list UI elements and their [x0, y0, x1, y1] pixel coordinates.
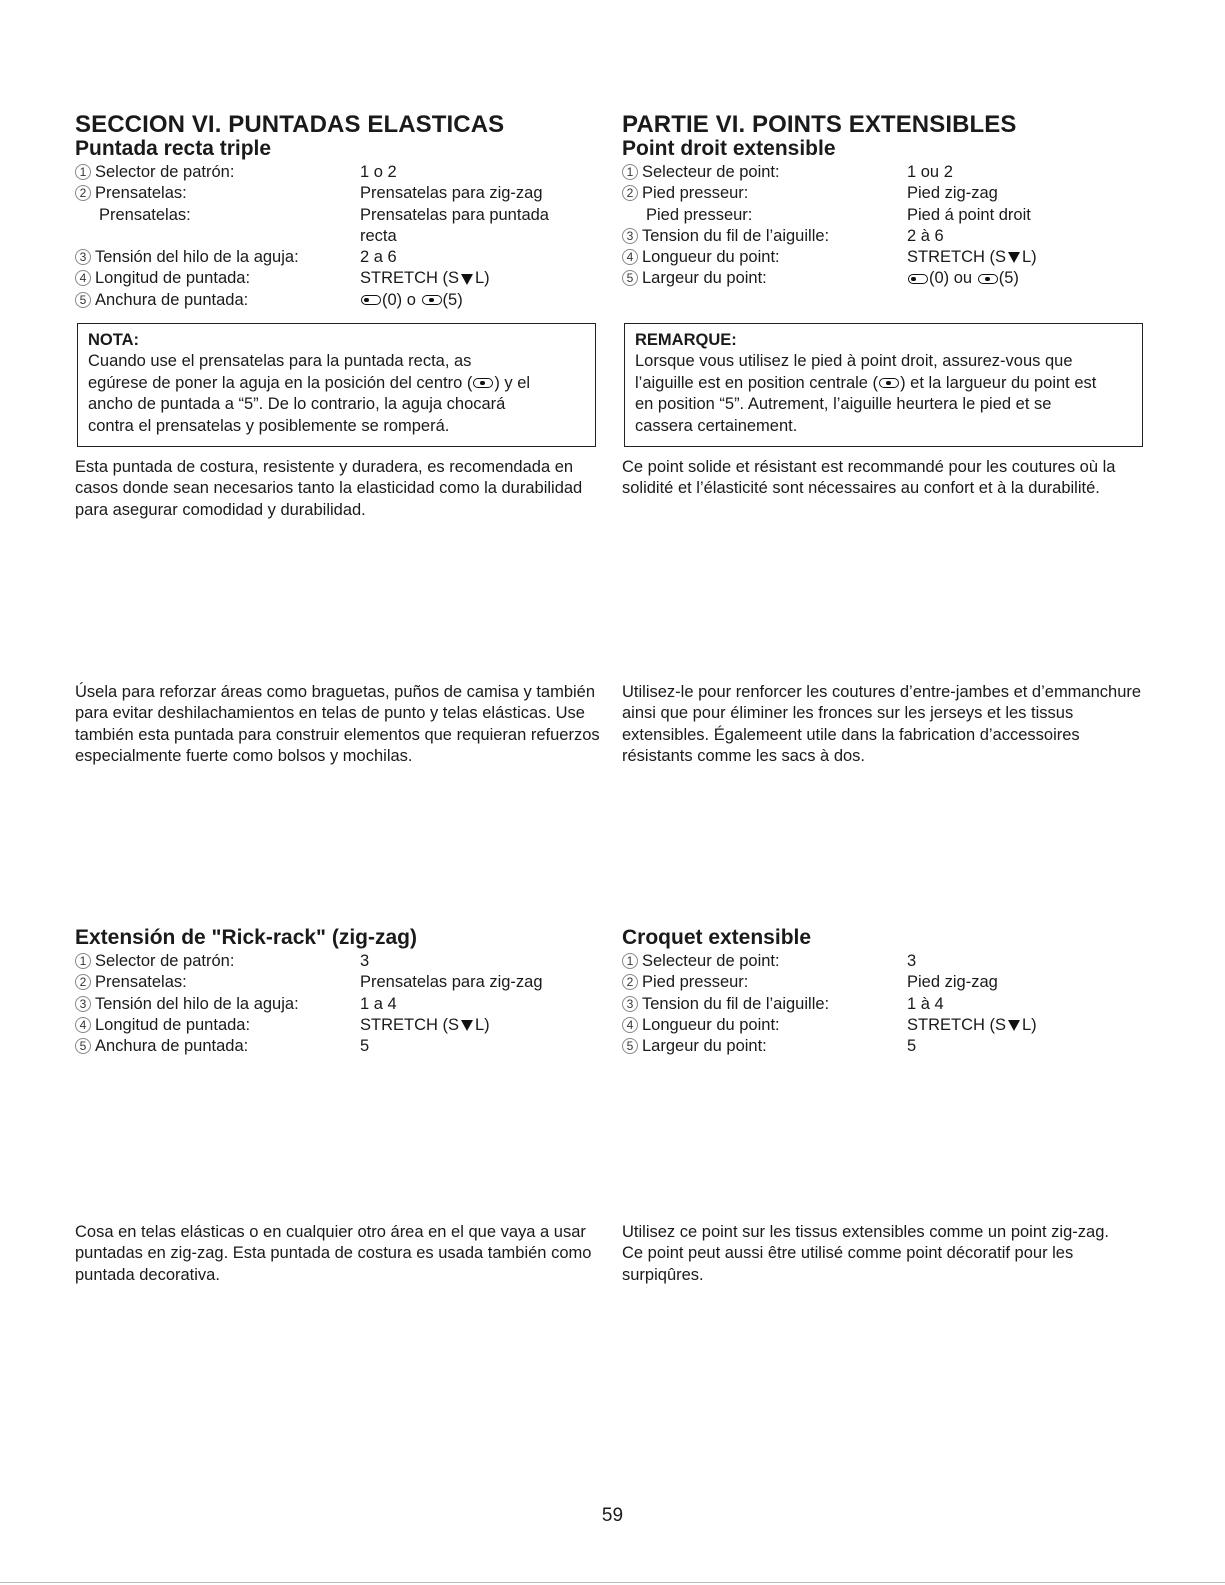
setting-row	[622, 183, 1142, 204]
setting-row	[75, 1015, 595, 1036]
setting-row	[75, 226, 595, 247]
needle-center-position-icon	[879, 378, 899, 388]
needle-left-position-icon	[361, 295, 381, 305]
paragraph-fr-uses: Utilisez-le pour renforcer les coutures d’entre-jambes et d’emmanchure ainsi que pour éliminer les fronces sur les jerseys et les tissus extensibles. Égalemeent utile dans la fabrication d’accessoires résistants comme les sacs à dos.	[622, 683, 1142, 766]
setting-row	[75, 951, 595, 972]
setting-value: 5	[907, 1037, 917, 1056]
setting-label: Longueur du point:	[642, 1015, 780, 1034]
setting-row	[75, 183, 595, 204]
subsection-title-fr-croquet: Croquet extensible	[622, 926, 812, 949]
setting-row	[622, 1036, 1142, 1057]
setting-value: Prensatelas para zig-zag	[360, 184, 543, 203]
note-line: Cuando use el prensatelas para la puntada recta, as	[88, 352, 472, 371]
setting-value	[907, 268, 1019, 289]
note-line: ancho de puntada a “5”. De lo contrario, la aguja chocará	[88, 395, 506, 414]
stretch-triangle-icon	[461, 274, 473, 285]
subsection-title-fr-straight: Point droit extensible	[622, 137, 836, 160]
setting-row	[75, 290, 595, 311]
width-value-b: (5)	[442, 290, 463, 309]
note-line: cassera certainement.	[635, 416, 798, 435]
note-title: NOTA:	[88, 331, 140, 349]
setting-label: Selecteur de point:	[642, 163, 780, 181]
setting-label: Tensión del hilo de la aguja:	[95, 248, 299, 267]
stretch-triangle-icon	[1008, 252, 1020, 263]
setting-value: Prensatelas para puntada	[360, 205, 549, 224]
setting-value: Pied zig-zag	[907, 973, 998, 992]
settings-list-fr-straight	[622, 162, 1142, 290]
setting-label: Anchura de puntada:	[95, 1037, 249, 1056]
circled-number: 5	[75, 1038, 91, 1054]
setting-value: 3	[360, 952, 370, 970]
setting-row	[622, 951, 1142, 972]
subsection-title-es-triple: Puntada recta triple	[75, 137, 272, 160]
circled-number: 3	[75, 996, 91, 1012]
setting-label: Pied presseur:	[642, 973, 749, 992]
circled-number: 4	[75, 1017, 91, 1033]
setting-label: Selecteur de point:	[642, 952, 780, 970]
setting-row	[75, 268, 595, 289]
setting-value: 3	[907, 952, 917, 970]
settings-list-es-rickrack	[75, 951, 595, 1057]
circled-number: 2	[622, 185, 638, 201]
setting-label: Prensatelas:	[95, 184, 187, 203]
setting-value: 1 à 4	[907, 994, 944, 1013]
note-line: contra el prensatelas y posiblemente se romperá.	[88, 416, 450, 435]
circled-number: 2	[75, 974, 91, 990]
circled-number: 5	[622, 270, 638, 286]
section-title-fr: PARTIE VI. POINTS EXTENSIBLES	[622, 111, 1017, 138]
stretch-triangle-icon	[461, 1020, 473, 1031]
circled-number: 3	[622, 228, 638, 244]
circled-number: 1	[622, 164, 638, 180]
setting-row	[622, 1015, 1142, 1036]
setting-row	[622, 205, 1142, 226]
circled-number: 2	[75, 185, 91, 201]
setting-value: Pied á point droit	[907, 205, 1031, 224]
setting-value: 2 à 6	[907, 226, 944, 245]
setting-label: Tension du fil de l’aiguille:	[642, 226, 830, 245]
setting-value: 1 o 2	[360, 163, 397, 181]
setting-value: 2 a 6	[360, 248, 397, 267]
subsection-title-es-rickrack: Extensión de "Rick-rack" (zig-zag)	[75, 926, 417, 949]
stretch-suffix: L)	[1022, 1015, 1037, 1034]
setting-label: Largeur du point:	[642, 1037, 767, 1056]
setting-value: 1 ou 2	[907, 163, 953, 181]
setting-label: Anchura de puntada:	[95, 290, 249, 309]
setting-row	[622, 226, 1142, 247]
note-line: en position “5”. Autrement, l’aiguille heurtera le pied et se	[635, 395, 1052, 414]
circled-number: 4	[622, 1017, 638, 1033]
setting-row	[75, 994, 595, 1015]
setting-row	[75, 247, 595, 268]
circled-number: 1	[75, 164, 91, 180]
setting-value	[907, 1015, 1037, 1036]
section-title-es: SECCION VI. PUNTADAS ELASTICAS	[75, 111, 505, 138]
setting-label: Pied presseur:	[642, 184, 749, 203]
setting-label: Tensión del hilo de la aguja:	[95, 994, 299, 1013]
setting-row	[75, 162, 595, 183]
circled-number: 3	[622, 996, 638, 1012]
settings-list-es-triple	[75, 162, 595, 311]
setting-value: 5	[360, 1037, 370, 1056]
note-box-fr	[624, 323, 1143, 447]
page-number: 59	[601, 1505, 624, 1526]
stretch-prefix: STRETCH (S	[360, 1015, 459, 1034]
setting-row	[622, 162, 1142, 183]
setting-value	[360, 1015, 490, 1036]
setting-row	[75, 972, 595, 993]
circled-number: 2	[622, 974, 638, 990]
note-box-es	[77, 323, 596, 447]
circled-number: 4	[622, 249, 638, 265]
circled-number: 5	[622, 1038, 638, 1054]
setting-label: Pied presseur:	[646, 205, 753, 224]
note-line: l’aiguille est en position centrale ( ) et la largueur du point est	[635, 373, 1097, 392]
needle-center-position-icon	[473, 378, 493, 388]
setting-label: Longueur du point:	[642, 248, 780, 267]
setting-value	[907, 247, 1037, 268]
needle-left-position-icon	[908, 274, 928, 284]
stretch-suffix: L)	[475, 269, 490, 288]
stretch-prefix: STRETCH (S	[907, 1015, 1006, 1034]
setting-row	[75, 205, 595, 226]
stretch-suffix: L)	[475, 1015, 490, 1034]
paragraph-es-rickrack: Cosa en telas elásticas o en cualquier otro área en el que vaya a usar puntadas en zig-zag. Esta puntada de costura es usada también como puntada decorativa.	[75, 1223, 592, 1284]
stretch-prefix: STRETCH (S	[907, 248, 1006, 267]
setting-value	[360, 290, 463, 311]
paragraph-es-intro: Esta puntada de costura, resistente y duradera, es recomendada en casos donde sean necesarios tanto la elasticidad como la durabilidad para asegurar comodidad y durabilidad.	[75, 458, 583, 519]
setting-value: recta	[360, 226, 397, 245]
paragraph-fr-croquet: Utilisez ce point sur les tissus extensibles comme un point zig-zag. Ce point peut aussi être utilisé comme point décoratif pour les surpiqûres.	[622, 1223, 1109, 1284]
setting-label: Selector de patrón:	[95, 952, 235, 970]
stretch-suffix: L)	[1022, 248, 1037, 267]
circled-number: 4	[75, 270, 91, 286]
note-title: REMARQUE:	[635, 331, 737, 349]
circled-number: 1	[622, 953, 638, 969]
width-value-a: (0) ou	[929, 269, 973, 288]
paragraph-fr-intro: Ce point solide et résistant est recommandé pour les coutures où la solidité et l’élasticité sont nécessaires au confort et à la durabilité.	[622, 458, 1116, 498]
setting-label: Tension du fil de l’aiguille:	[642, 994, 830, 1013]
setting-row	[622, 994, 1142, 1015]
circled-number: 1	[75, 953, 91, 969]
needle-center-position-icon	[978, 274, 998, 284]
setting-row	[622, 247, 1142, 268]
page-bottom-rule	[0, 1582, 1225, 1583]
setting-row	[622, 972, 1142, 993]
circled-number: 5	[75, 292, 91, 308]
setting-label: Longitud de puntada:	[95, 269, 251, 288]
setting-label: Prensatelas:	[99, 205, 191, 224]
setting-value: Prensatelas para zig-zag	[360, 973, 543, 992]
paragraph-es-uses: Úsela para reforzar áreas como braguetas, puños de camisa y también para evitar deshilachamientos en telas de punto y telas elásticas. Use también esta puntada para construir elementos que requieran refuerzos especialmente fuerte como bolsos y mochilas.	[75, 683, 600, 766]
width-value-a: (0) o	[382, 290, 416, 309]
setting-label: Prensatelas:	[95, 973, 187, 992]
setting-label: Largeur du point:	[642, 269, 767, 288]
needle-center-position-icon	[422, 295, 442, 305]
note-line: egúrese de poner la aguja en la posición del centro ( ) y el	[88, 373, 531, 392]
settings-list-fr-croquet	[622, 951, 1142, 1057]
setting-value: Pied zig-zag	[907, 184, 998, 203]
setting-value	[360, 268, 490, 289]
stretch-triangle-icon	[1008, 1020, 1020, 1031]
setting-label: Longitud de puntada:	[95, 1015, 251, 1034]
width-value-b: (5)	[998, 269, 1019, 288]
setting-label: Selector de patrón:	[95, 163, 235, 181]
stretch-prefix: STRETCH (S	[360, 269, 459, 288]
circled-number: 3	[75, 249, 91, 265]
note-line: Lorsque vous utilisez le pied à point droit, assurez-vous que	[635, 352, 1073, 371]
setting-row	[75, 1036, 595, 1057]
setting-value: 1 a 4	[360, 994, 397, 1013]
setting-row	[622, 268, 1142, 289]
